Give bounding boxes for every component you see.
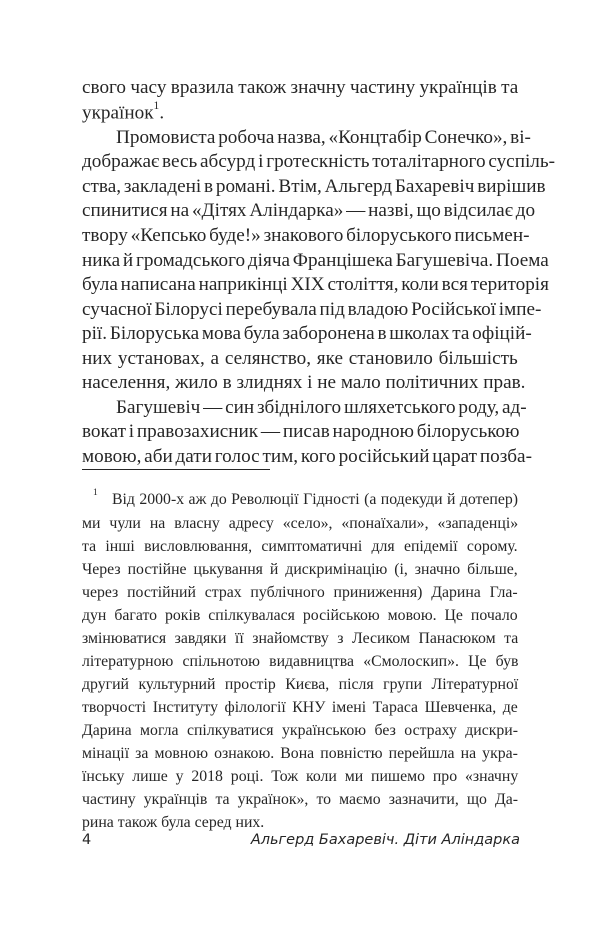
- footnote-line: через постійний страх публічного приниження) Дарина Гла-: [82, 584, 518, 601]
- footnote-line: Від 2000-х аж до Революції Гідності (а подекуди й дотепер): [112, 491, 519, 508]
- text-line: Багушевіч — син збіднілого шляхетського роду, ад-: [116, 397, 527, 418]
- text-line: них установах, а селянство, яке становило більшість: [82, 348, 518, 369]
- footnote-line: мінації за мовною ознакою. Вона повністю перейшла на укра-: [82, 745, 518, 762]
- page-number: 4: [82, 832, 92, 848]
- footnote-line: ми чули на власну адресу «село», «понаїхали», «западенці»: [82, 515, 519, 532]
- text-line: [82, 100, 165, 124]
- text-line: населення, жило в злиднях і не мало політичних прав.: [82, 372, 526, 393]
- text-line: дображає весь абсурд і гротескність тоталітарного суспіль-: [82, 151, 556, 172]
- footnote-line: рина також була серед них.: [82, 814, 265, 831]
- footnote-line: [93, 487, 98, 506]
- text-line: ства, закладені в романі. Втім, Альгерд Бахаревіч вирішив: [82, 176, 546, 197]
- footnote-line: творчості Інституту філології КНУ імені Тараса Шевченка, де: [82, 699, 518, 716]
- text-line: Промовиста робоча назва, «Концтабір Сонечко», ві-: [116, 127, 531, 148]
- text-line-punct: .: [159, 102, 165, 124]
- running-head: Альгерд Бахаревіч. Діти Аліндарка: [250, 832, 520, 848]
- text-line: сучасної Білорусі перебувала під владою Російської імпе-: [82, 299, 542, 320]
- footnote-ref[interactable]: 1: [153, 100, 160, 113]
- footnote-line: Дарина могла спілкуватися українською без остраху дискри-: [82, 722, 519, 739]
- text-line: рії. Білоруська мова була заборонена в школах та офіцій-: [82, 323, 532, 344]
- footnote-line: другий культурний простір Києва, після групи Літературної: [82, 676, 519, 693]
- footnote-marker: 1: [93, 487, 98, 498]
- footnote-separator: [82, 469, 270, 470]
- footnote-line: їнську лише у 2018 році. Тож коли ми пишемо про «значну: [82, 768, 519, 785]
- text-line: мовою, аби дати голос тим, кого російський царат позба-: [82, 446, 532, 467]
- text-line: спинитися на «Дітях Аліндарка» — назві, що відсилає до: [82, 200, 536, 221]
- text-line: була написана наприкінці XIX століття, коли вся територія: [82, 274, 549, 295]
- footnote-line: змінюватися завдяки її знайомству з Лесиком Панасюком та: [82, 630, 519, 647]
- footnote-line: Через постійне цькування й дискримінацію (і, значно більше,: [82, 561, 518, 578]
- footnote-line: та інші висловлювання, симптоматичні для епідемії сорому.: [82, 538, 518, 555]
- footnote-line: частину українців та українок», то маємо зазначити, що Да-: [82, 791, 519, 808]
- footnote-line: літературною спільнотою видавництва «Смолоскип». Це був: [82, 653, 519, 670]
- text-line: твору «Кепсько буде!» знакового білоруського письмен-: [82, 225, 530, 246]
- footnote-line: дун багато років спілкувалася російською мовою. Це почало: [82, 607, 518, 624]
- text-line: вокат і правозахисник — писав народною білоруською: [82, 421, 520, 442]
- text-line: свого часу вразила також значну частину українців та: [82, 77, 519, 98]
- text-line-content: українок: [82, 102, 154, 124]
- text-line: ника й громадського діяча Францішека Багушевіча. Поема: [82, 250, 549, 271]
